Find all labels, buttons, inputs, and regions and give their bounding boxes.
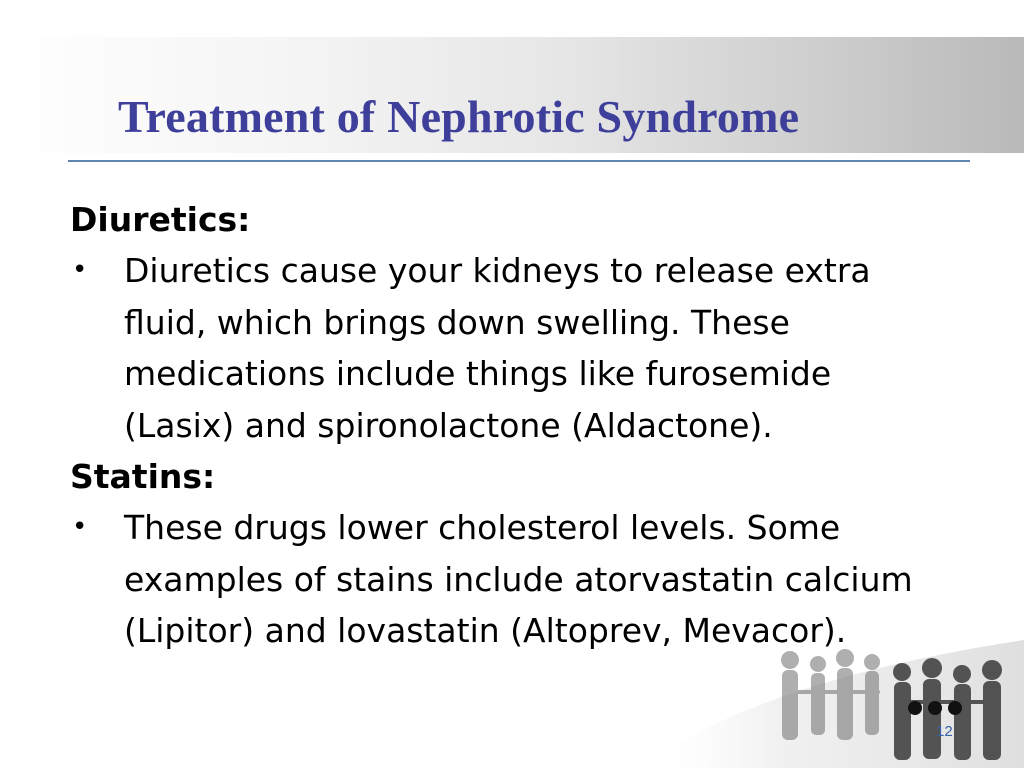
bullet-icon: • [72,512,88,542]
people-silhouettes-image [640,560,1024,768]
section-heading-diuretics: Diuretics: [70,200,251,239]
bullet-line: (Lasix) and spironolactone (Aldactone). [124,405,773,445]
bullet-icon: • [72,255,88,285]
bullet-line: examples of stains include atorvastatin calcium [124,559,913,599]
bullet-line: medications include things like furosemide [124,354,832,393]
section-heading-statins: Statins: [70,457,216,496]
page-number: 12 [936,723,953,740]
bullet-text [124,245,944,451]
title-divider [68,160,970,162]
bullet-line: (Lipitor) and lovastatin (Altoprev, Mevacor). [124,611,847,650]
bullet-item-diuretics [70,245,950,451]
bullet-line: These drugs lower cholesterol levels. Some [124,508,841,547]
bullet-line: Diuretics cause your kidneys to release extra [124,251,871,290]
dots-icon [908,701,962,715]
slide-title: Treatment of Nephrotic Syndrome [118,91,800,142]
bullet-line: fluid, which brings down swelling. These [124,302,790,342]
